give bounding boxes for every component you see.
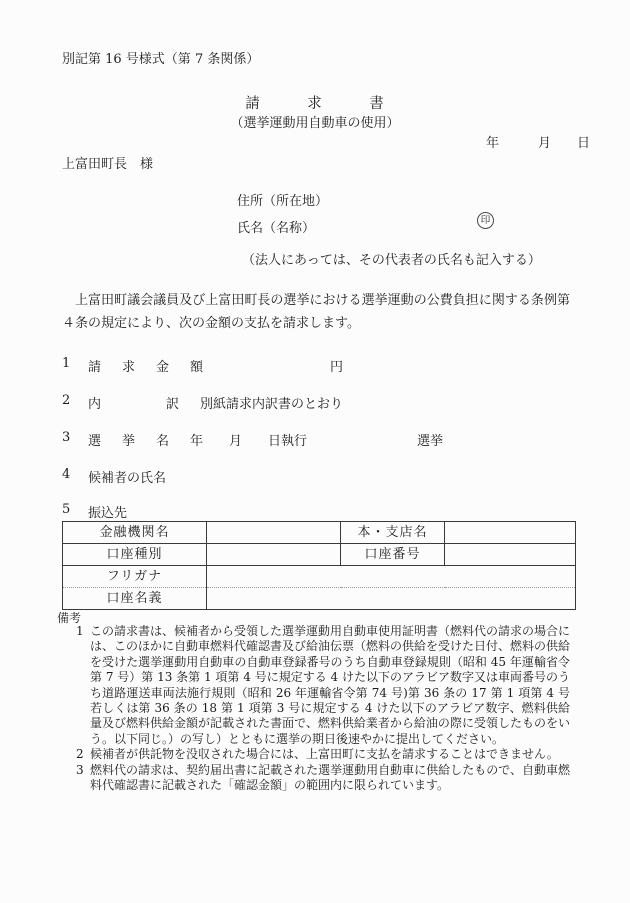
table-row: [63, 566, 576, 588]
item-label: 振込先: [88, 506, 128, 521]
date-line: 年 月 日: [485, 136, 590, 151]
remark-number: 3: [76, 762, 84, 777]
item-number: 1: [62, 356, 71, 371]
body-paragraph: 上富田町議会議員及び上富田町長の選挙における選挙運動の公費負担に関する条例第４条の規定により、次の金額の支払を請求します。: [62, 293, 570, 331]
item-label: 請 求 金 額: [88, 360, 208, 375]
item-number: 5: [62, 502, 71, 517]
item-candidate-name: [62, 467, 602, 486]
branch-label: 本・支店名: [341, 522, 445, 544]
page-title: 請 求 書: [245, 96, 385, 112]
remarks-heading: 備考: [57, 611, 82, 625]
remark-number: 2: [76, 747, 84, 762]
furigana-label: フリガナ: [63, 566, 207, 588]
item-breakdown: [62, 393, 602, 412]
remark-item: [76, 763, 570, 794]
breakdown-value: 別紙請求内訳書のとおり: [200, 397, 344, 412]
remark-item: [76, 624, 570, 747]
table-row: [63, 588, 576, 610]
remark-number: 1: [76, 624, 84, 638]
remark-item: [76, 747, 570, 762]
recipient-line: 上富田町長 様: [62, 157, 154, 172]
election-date-blank: 年 月 日執行: [190, 434, 308, 449]
branch-value-cell: [445, 522, 576, 544]
account-type-label: 口座種別: [63, 544, 207, 566]
item-number: 4: [62, 467, 71, 482]
yen-unit-label: 円: [330, 360, 344, 375]
account-holder-label: 口座名義: [63, 588, 207, 610]
account-holder-value-cell: [207, 588, 576, 610]
seal-icon: 印: [477, 212, 494, 229]
form-number: 別記第 16 号様式（第 7 条関係）: [62, 52, 260, 67]
financial-institution-label: 金融機関名: [63, 522, 207, 544]
table-row: [63, 544, 576, 566]
table-row: [63, 522, 576, 544]
address-label: 住所（所在地）: [237, 194, 329, 209]
remarks-list: [76, 624, 570, 793]
item-claim-amount: [62, 356, 602, 375]
account-type-value-cell: [207, 544, 341, 566]
item-label: 選 挙 名: [88, 434, 174, 449]
remark-text: この請求書は、候補者から受領した選挙運動用自動車使用証明書（燃料代の請求の場合には、このほかに自動車燃料代確認書及び給油伝票（燃料の供給を受けた日付、燃料の供給を受けた選挙運動用自動車の自動車登録番号のうち自動車登録規則（昭和 45 年運輸省令第 7 号）第 13 条第 1 項第 4 号に規定する 4 けた以下のアラビア数字又は車両番号のうち道路運送車両法施行規則（昭和 26 年運輸省令第 74 号)第 36 条の 17 第 1 項第 4 号若しくは第 36 条の 18 第 1 項第 3 号に規定する 4 けた以下のアラビア数字、燃料供給量及び燃料供給金額が記載された書面で、燃料供給業者から給油の際に受領したものをいう。以下同じ。）の写し）とともに選挙の期日後速やかに提出してください。: [90, 624, 571, 746]
page-subtitle: （選挙運動用自動車の使用）: [230, 116, 400, 131]
item-number: 3: [62, 430, 71, 445]
item-number: 2: [62, 393, 71, 408]
item-transfer-account: [62, 502, 602, 521]
remark-text: 候補者が供託物を没収された場合には、上富田町に支払を請求することはできません。: [90, 747, 559, 762]
account-number-value-cell: [445, 544, 576, 566]
bank-transfer-table: [62, 521, 576, 610]
furigana-value-cell: [207, 566, 576, 588]
item-election-name: [62, 430, 602, 449]
election-suffix-label: 選挙: [417, 434, 444, 449]
remark-text: 燃料代の請求は、契約届出書に記載された選挙運動用自動車に供給したもので、自動車燃料代確認書に記載された「確認金額」の範囲内に限られています。: [90, 762, 570, 793]
item-label: 内 訳: [88, 397, 180, 412]
financial-institution-value-cell: [207, 522, 341, 544]
name-label: 氏名（名称）: [237, 221, 316, 236]
account-number-label: 口座番号: [341, 544, 445, 566]
item-label: 候補者の氏名: [88, 471, 167, 486]
corporate-note: （法人にあっては、その代表者の氏名も記入する）: [242, 253, 541, 268]
